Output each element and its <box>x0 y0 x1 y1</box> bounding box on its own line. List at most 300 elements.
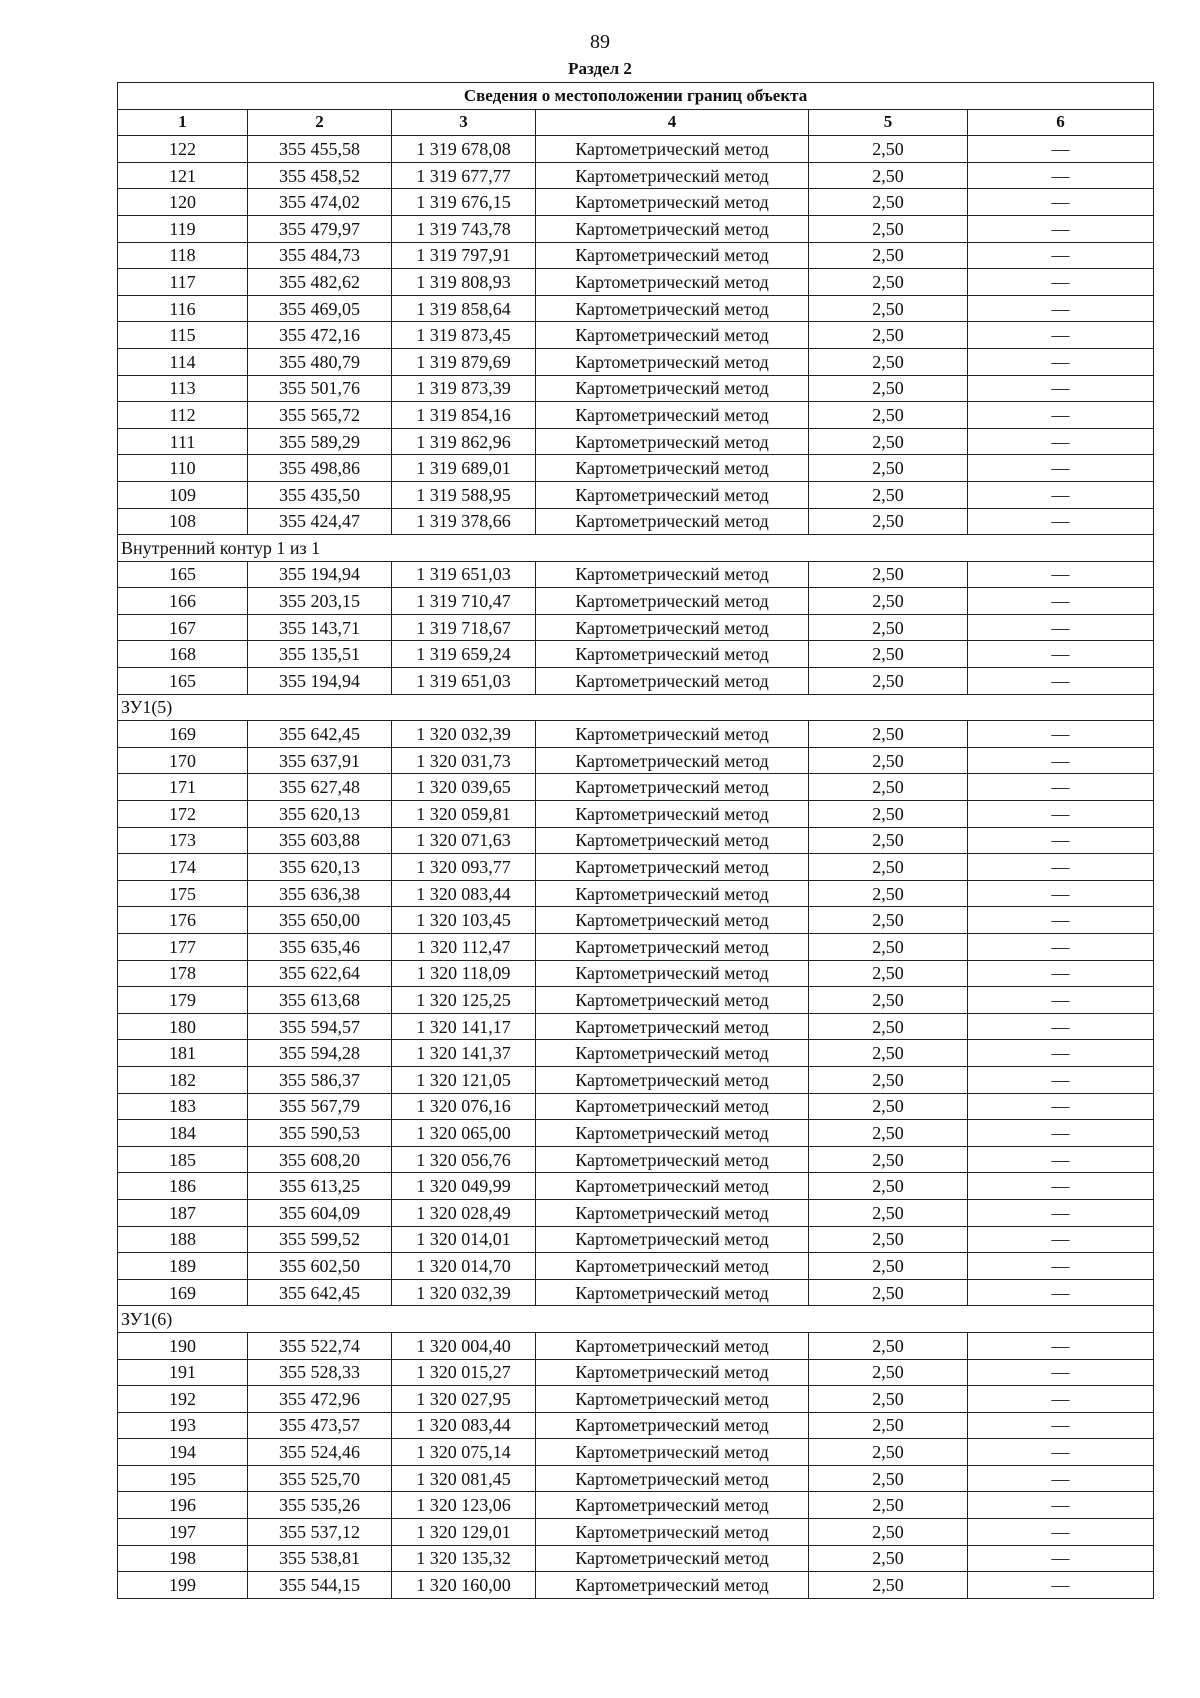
description-cell: — <box>968 1386 1154 1413</box>
description-cell: — <box>968 322 1154 349</box>
accuracy-cell: 2,50 <box>809 322 968 349</box>
method-cell: Картометрический метод <box>536 1412 809 1439</box>
table-row <box>118 375 1154 402</box>
x-coordinate-cell: 355 602,50 <box>248 1253 392 1280</box>
method-cell: Картометрический метод <box>536 987 809 1014</box>
point-number-cell: 176 <box>118 907 248 934</box>
method-cell: Картометрический метод <box>536 668 809 695</box>
method-cell: Картометрический метод <box>536 1146 809 1173</box>
accuracy-cell: 2,50 <box>809 1013 968 1040</box>
description-cell: — <box>968 481 1154 508</box>
accuracy-cell: 2,50 <box>809 215 968 242</box>
accuracy-cell: 2,50 <box>809 987 968 1014</box>
x-coordinate-cell: 355 622,64 <box>248 960 392 987</box>
accuracy-cell: 2,50 <box>809 508 968 535</box>
table-caption-row <box>118 83 1154 110</box>
accuracy-cell: 2,50 <box>809 136 968 163</box>
description-cell: — <box>968 747 1154 774</box>
point-number-cell: 165 <box>118 668 248 695</box>
y-coordinate-cell: 1 319 378,66 <box>392 508 536 535</box>
table-row <box>118 801 1154 828</box>
accuracy-cell: 2,50 <box>809 1545 968 1572</box>
x-coordinate-cell: 355 608,20 <box>248 1146 392 1173</box>
point-number-cell: 167 <box>118 614 248 641</box>
x-coordinate-cell: 355 642,45 <box>248 1279 392 1306</box>
table-row <box>118 668 1154 695</box>
y-coordinate-cell: 1 319 588,95 <box>392 481 536 508</box>
x-coordinate-cell: 355 472,16 <box>248 322 392 349</box>
point-number-cell: 172 <box>118 801 248 828</box>
table-row <box>118 1465 1154 1492</box>
table-row <box>118 1439 1154 1466</box>
accuracy-cell: 2,50 <box>809 1359 968 1386</box>
point-number-cell: 175 <box>118 880 248 907</box>
description-cell: — <box>968 641 1154 668</box>
point-number-cell: 183 <box>118 1093 248 1120</box>
accuracy-cell: 2,50 <box>809 774 968 801</box>
y-coordinate-cell: 1 320 027,95 <box>392 1386 536 1413</box>
accuracy-cell: 2,50 <box>809 907 968 934</box>
accuracy-cell: 2,50 <box>809 1066 968 1093</box>
y-coordinate-cell: 1 319 879,69 <box>392 348 536 375</box>
method-cell: Картометрический метод <box>536 215 809 242</box>
table-row <box>118 721 1154 748</box>
point-number-cell: 177 <box>118 934 248 961</box>
column-header: 4 <box>536 109 809 136</box>
method-cell: Картометрический метод <box>536 1359 809 1386</box>
table-row <box>118 348 1154 375</box>
column-header: 6 <box>968 109 1154 136</box>
x-coordinate-cell: 355 565,72 <box>248 402 392 429</box>
method-cell: Картометрический метод <box>536 1439 809 1466</box>
coordinates-table <box>117 82 1154 1599</box>
table-row <box>118 162 1154 189</box>
point-number-cell: 198 <box>118 1545 248 1572</box>
method-cell: Картометрический метод <box>536 242 809 269</box>
method-cell: Картометрический метод <box>536 1199 809 1226</box>
description-cell: — <box>968 1173 1154 1200</box>
point-number-cell: 115 <box>118 322 248 349</box>
accuracy-cell: 2,50 <box>809 854 968 881</box>
method-cell: Картометрический метод <box>536 1572 809 1599</box>
table-row <box>118 588 1154 615</box>
y-coordinate-cell: 1 319 797,91 <box>392 242 536 269</box>
table-row <box>118 1040 1154 1067</box>
table-row <box>118 508 1154 535</box>
x-coordinate-cell: 355 525,70 <box>248 1465 392 1492</box>
description-cell: — <box>968 721 1154 748</box>
table-row <box>118 614 1154 641</box>
table-row <box>118 1386 1154 1413</box>
description-cell: — <box>968 960 1154 987</box>
method-cell: Картометрический метод <box>536 1120 809 1147</box>
point-number-cell: 185 <box>118 1146 248 1173</box>
x-coordinate-cell: 355 544,15 <box>248 1572 392 1599</box>
y-coordinate-cell: 1 319 858,64 <box>392 295 536 322</box>
point-number-cell: 184 <box>118 1120 248 1147</box>
x-coordinate-cell: 355 472,96 <box>248 1386 392 1413</box>
point-number-cell: 190 <box>118 1332 248 1359</box>
method-cell: Картометрический метод <box>536 827 809 854</box>
y-coordinate-cell: 1 320 125,25 <box>392 987 536 1014</box>
point-number-cell: 193 <box>118 1412 248 1439</box>
y-coordinate-cell: 1 320 049,99 <box>392 1173 536 1200</box>
method-cell: Картометрический метод <box>536 136 809 163</box>
table-row <box>118 402 1154 429</box>
description-cell: — <box>968 1253 1154 1280</box>
point-number-cell: 117 <box>118 269 248 296</box>
y-coordinate-cell: 1 320 039,65 <box>392 774 536 801</box>
point-number-cell: 188 <box>118 1226 248 1253</box>
method-cell: Картометрический метод <box>536 189 809 216</box>
method-cell: Картометрический метод <box>536 402 809 429</box>
table-row <box>118 136 1154 163</box>
point-number-cell: 195 <box>118 1465 248 1492</box>
y-coordinate-cell: 1 320 129,01 <box>392 1519 536 1546</box>
table-row <box>118 1226 1154 1253</box>
x-coordinate-cell: 355 482,62 <box>248 269 392 296</box>
point-number-cell: 191 <box>118 1359 248 1386</box>
description-cell: — <box>968 348 1154 375</box>
y-coordinate-cell: 1 319 854,16 <box>392 402 536 429</box>
table-row <box>118 1572 1154 1599</box>
method-cell: Картометрический метод <box>536 614 809 641</box>
table-row <box>118 242 1154 269</box>
point-number-cell: 121 <box>118 162 248 189</box>
method-cell: Картометрический метод <box>536 801 809 828</box>
table-row <box>118 428 1154 455</box>
accuracy-cell: 2,50 <box>809 588 968 615</box>
y-coordinate-cell: 1 320 065,00 <box>392 1120 536 1147</box>
x-coordinate-cell: 355 424,47 <box>248 508 392 535</box>
x-coordinate-cell: 355 620,13 <box>248 801 392 828</box>
table-row <box>118 827 1154 854</box>
point-number-cell: 194 <box>118 1439 248 1466</box>
description-cell: — <box>968 934 1154 961</box>
point-number-cell: 108 <box>118 508 248 535</box>
point-number-cell: 182 <box>118 1066 248 1093</box>
accuracy-cell: 2,50 <box>809 295 968 322</box>
point-number-cell: 199 <box>118 1572 248 1599</box>
accuracy-cell: 2,50 <box>809 1492 968 1519</box>
y-coordinate-cell: 1 320 083,44 <box>392 880 536 907</box>
x-coordinate-cell: 355 613,68 <box>248 987 392 1014</box>
x-coordinate-cell: 355 603,88 <box>248 827 392 854</box>
accuracy-cell: 2,50 <box>809 1253 968 1280</box>
method-cell: Картометрический метод <box>536 1253 809 1280</box>
point-number-cell: 112 <box>118 402 248 429</box>
table-row <box>118 1545 1154 1572</box>
x-coordinate-cell: 355 642,45 <box>248 721 392 748</box>
y-coordinate-cell: 1 320 112,47 <box>392 934 536 961</box>
method-cell: Картометрический метод <box>536 1066 809 1093</box>
table-row <box>118 1146 1154 1173</box>
x-coordinate-cell: 355 480,79 <box>248 348 392 375</box>
description-cell: — <box>968 1199 1154 1226</box>
method-cell: Картометрический метод <box>536 641 809 668</box>
point-number-cell: 122 <box>118 136 248 163</box>
point-number-cell: 166 <box>118 588 248 615</box>
x-coordinate-cell: 355 135,51 <box>248 641 392 668</box>
method-cell: Картометрический метод <box>536 162 809 189</box>
x-coordinate-cell: 355 501,76 <box>248 375 392 402</box>
y-coordinate-cell: 1 320 056,76 <box>392 1146 536 1173</box>
table-row <box>118 1359 1154 1386</box>
column-header: 5 <box>809 109 968 136</box>
x-coordinate-cell: 355 613,25 <box>248 1173 392 1200</box>
method-cell: Картометрический метод <box>536 1519 809 1546</box>
x-coordinate-cell: 355 455,58 <box>248 136 392 163</box>
method-cell: Картометрический метод <box>536 934 809 961</box>
accuracy-cell: 2,50 <box>809 1093 968 1120</box>
description-cell: — <box>968 561 1154 588</box>
y-coordinate-cell: 1 320 032,39 <box>392 721 536 748</box>
y-coordinate-cell: 1 319 689,01 <box>392 455 536 482</box>
accuracy-cell: 2,50 <box>809 455 968 482</box>
y-coordinate-cell: 1 320 014,70 <box>392 1253 536 1280</box>
point-number-cell: 113 <box>118 375 248 402</box>
x-coordinate-cell: 355 143,71 <box>248 614 392 641</box>
x-coordinate-cell: 355 435,50 <box>248 481 392 508</box>
description-cell: — <box>968 987 1154 1014</box>
table-row <box>118 1519 1154 1546</box>
method-cell: Картометрический метод <box>536 1492 809 1519</box>
table-row <box>118 215 1154 242</box>
method-cell: Картометрический метод <box>536 588 809 615</box>
column-header: 2 <box>248 109 392 136</box>
y-coordinate-cell: 1 320 160,00 <box>392 1572 536 1599</box>
y-coordinate-cell: 1 319 743,78 <box>392 215 536 242</box>
y-coordinate-cell: 1 320 076,16 <box>392 1093 536 1120</box>
table-head <box>118 83 1154 136</box>
point-number-cell: 109 <box>118 481 248 508</box>
x-coordinate-cell: 355 635,46 <box>248 934 392 961</box>
table-row <box>118 561 1154 588</box>
description-cell: — <box>968 880 1154 907</box>
contour-group-label: ЗУ1(5) <box>118 694 1154 721</box>
accuracy-cell: 2,50 <box>809 1332 968 1359</box>
description-cell: — <box>968 1332 1154 1359</box>
accuracy-cell: 2,50 <box>809 428 968 455</box>
y-coordinate-cell: 1 320 093,77 <box>392 854 536 881</box>
point-number-cell: 187 <box>118 1199 248 1226</box>
point-number-cell: 169 <box>118 1279 248 1306</box>
table-row <box>118 774 1154 801</box>
point-number-cell: 197 <box>118 1519 248 1546</box>
accuracy-cell: 2,50 <box>809 1226 968 1253</box>
table-row <box>118 1279 1154 1306</box>
method-cell: Картометрический метод <box>536 774 809 801</box>
x-coordinate-cell: 355 586,37 <box>248 1066 392 1093</box>
x-coordinate-cell: 355 458,52 <box>248 162 392 189</box>
point-number-cell: 170 <box>118 747 248 774</box>
table-row <box>118 854 1154 881</box>
y-coordinate-cell: 1 319 659,24 <box>392 641 536 668</box>
x-coordinate-cell: 355 538,81 <box>248 1545 392 1572</box>
method-cell: Картометрический метод <box>536 1173 809 1200</box>
method-cell: Картометрический метод <box>536 1465 809 1492</box>
table-row <box>118 295 1154 322</box>
x-coordinate-cell: 355 498,86 <box>248 455 392 482</box>
point-number-cell: 118 <box>118 242 248 269</box>
accuracy-cell: 2,50 <box>809 1519 968 1546</box>
table-row <box>118 960 1154 987</box>
description-cell: — <box>968 614 1154 641</box>
accuracy-cell: 2,50 <box>809 561 968 588</box>
y-coordinate-cell: 1 319 873,45 <box>392 322 536 349</box>
accuracy-cell: 2,50 <box>809 1279 968 1306</box>
x-coordinate-cell: 355 203,15 <box>248 588 392 615</box>
column-header: 3 <box>392 109 536 136</box>
x-coordinate-cell: 355 522,74 <box>248 1332 392 1359</box>
x-coordinate-cell: 355 650,00 <box>248 907 392 934</box>
description-cell: — <box>968 907 1154 934</box>
table-row <box>118 189 1154 216</box>
accuracy-cell: 2,50 <box>809 242 968 269</box>
method-cell: Картометрический метод <box>536 508 809 535</box>
accuracy-cell: 2,50 <box>809 801 968 828</box>
table-row <box>118 1199 1154 1226</box>
y-coordinate-cell: 1 320 123,06 <box>392 1492 536 1519</box>
y-coordinate-cell: 1 320 135,32 <box>392 1545 536 1572</box>
description-cell: — <box>968 508 1154 535</box>
y-coordinate-cell: 1 320 071,63 <box>392 827 536 854</box>
contour-group-row <box>118 535 1154 562</box>
point-number-cell: 179 <box>118 987 248 1014</box>
point-number-cell: 165 <box>118 561 248 588</box>
x-coordinate-cell: 355 637,91 <box>248 747 392 774</box>
description-cell: — <box>968 1519 1154 1546</box>
table-row <box>118 641 1154 668</box>
y-coordinate-cell: 1 320 083,44 <box>392 1412 536 1439</box>
x-coordinate-cell: 355 194,94 <box>248 668 392 695</box>
table-row <box>118 322 1154 349</box>
accuracy-cell: 2,50 <box>809 162 968 189</box>
x-coordinate-cell: 355 567,79 <box>248 1093 392 1120</box>
y-coordinate-cell: 1 320 118,09 <box>392 960 536 987</box>
column-header-row <box>118 109 1154 136</box>
method-cell: Картометрический метод <box>536 428 809 455</box>
table-row <box>118 1093 1154 1120</box>
y-coordinate-cell: 1 319 651,03 <box>392 668 536 695</box>
accuracy-cell: 2,50 <box>809 348 968 375</box>
method-cell: Картометрический метод <box>536 721 809 748</box>
description-cell: — <box>968 455 1154 482</box>
y-coordinate-cell: 1 319 808,93 <box>392 269 536 296</box>
x-coordinate-cell: 355 479,97 <box>248 215 392 242</box>
y-coordinate-cell: 1 320 075,14 <box>392 1439 536 1466</box>
method-cell: Картометрический метод <box>536 481 809 508</box>
table-row <box>118 455 1154 482</box>
method-cell: Картометрический метод <box>536 1040 809 1067</box>
x-coordinate-cell: 355 590,53 <box>248 1120 392 1147</box>
y-coordinate-cell: 1 320 121,05 <box>392 1066 536 1093</box>
y-coordinate-cell: 1 320 028,49 <box>392 1199 536 1226</box>
x-coordinate-cell: 355 594,28 <box>248 1040 392 1067</box>
table-row <box>118 269 1154 296</box>
x-coordinate-cell: 355 620,13 <box>248 854 392 881</box>
method-cell: Картометрический метод <box>536 561 809 588</box>
accuracy-cell: 2,50 <box>809 880 968 907</box>
table-row <box>118 1013 1154 1040</box>
accuracy-cell: 2,50 <box>809 1439 968 1466</box>
description-cell: — <box>968 1226 1154 1253</box>
method-cell: Картометрический метод <box>536 1226 809 1253</box>
accuracy-cell: 2,50 <box>809 747 968 774</box>
description-cell: — <box>968 1120 1154 1147</box>
description-cell: — <box>968 189 1154 216</box>
method-cell: Картометрический метод <box>536 747 809 774</box>
y-coordinate-cell: 1 319 676,15 <box>392 189 536 216</box>
table-row <box>118 907 1154 934</box>
table-row <box>118 987 1154 1014</box>
point-number-cell: 114 <box>118 348 248 375</box>
description-cell: — <box>968 1492 1154 1519</box>
y-coordinate-cell: 1 320 141,17 <box>392 1013 536 1040</box>
accuracy-cell: 2,50 <box>809 402 968 429</box>
accuracy-cell: 2,50 <box>809 269 968 296</box>
accuracy-cell: 2,50 <box>809 1572 968 1599</box>
method-cell: Картометрический метод <box>536 854 809 881</box>
accuracy-cell: 2,50 <box>809 1146 968 1173</box>
x-coordinate-cell: 355 604,09 <box>248 1199 392 1226</box>
table-body <box>118 136 1154 1599</box>
y-coordinate-cell: 1 319 862,96 <box>392 428 536 455</box>
method-cell: Картометрический метод <box>536 455 809 482</box>
description-cell: — <box>968 136 1154 163</box>
y-coordinate-cell: 1 320 059,81 <box>392 801 536 828</box>
y-coordinate-cell: 1 320 015,27 <box>392 1359 536 1386</box>
description-cell: — <box>968 1465 1154 1492</box>
method-cell: Картометрический метод <box>536 348 809 375</box>
x-coordinate-cell: 355 473,57 <box>248 1412 392 1439</box>
table-caption: Сведения о местоположении границ объекта <box>118 83 1154 110</box>
description-cell: — <box>968 215 1154 242</box>
description-cell: — <box>968 402 1154 429</box>
section-title: Раздел 2 <box>568 59 632 78</box>
description-cell: — <box>968 295 1154 322</box>
method-cell: Картометрический метод <box>536 1332 809 1359</box>
description-cell: — <box>968 1572 1154 1599</box>
description-cell: — <box>968 1412 1154 1439</box>
accuracy-cell: 2,50 <box>809 934 968 961</box>
page-number: 89 <box>590 31 610 53</box>
method-cell: Картометрический метод <box>536 375 809 402</box>
description-cell: — <box>968 1545 1154 1572</box>
method-cell: Картометрический метод <box>536 1279 809 1306</box>
description-cell: — <box>968 1279 1154 1306</box>
description-cell: — <box>968 801 1154 828</box>
accuracy-cell: 2,50 <box>809 1173 968 1200</box>
accuracy-cell: 2,50 <box>809 1120 968 1147</box>
accuracy-cell: 2,50 <box>809 1465 968 1492</box>
point-number-cell: 186 <box>118 1173 248 1200</box>
point-number-cell: 173 <box>118 827 248 854</box>
method-cell: Картометрический метод <box>536 1386 809 1413</box>
contour-group-row <box>118 694 1154 721</box>
accuracy-cell: 2,50 <box>809 827 968 854</box>
y-coordinate-cell: 1 319 678,08 <box>392 136 536 163</box>
y-coordinate-cell: 1 319 873,39 <box>392 375 536 402</box>
accuracy-cell: 2,50 <box>809 668 968 695</box>
x-coordinate-cell: 355 537,12 <box>248 1519 392 1546</box>
x-coordinate-cell: 355 594,57 <box>248 1013 392 1040</box>
method-cell: Картометрический метод <box>536 269 809 296</box>
description-cell: — <box>968 854 1154 881</box>
x-coordinate-cell: 355 524,46 <box>248 1439 392 1466</box>
method-cell: Картометрический метод <box>536 1013 809 1040</box>
contour-group-row <box>118 1306 1154 1333</box>
